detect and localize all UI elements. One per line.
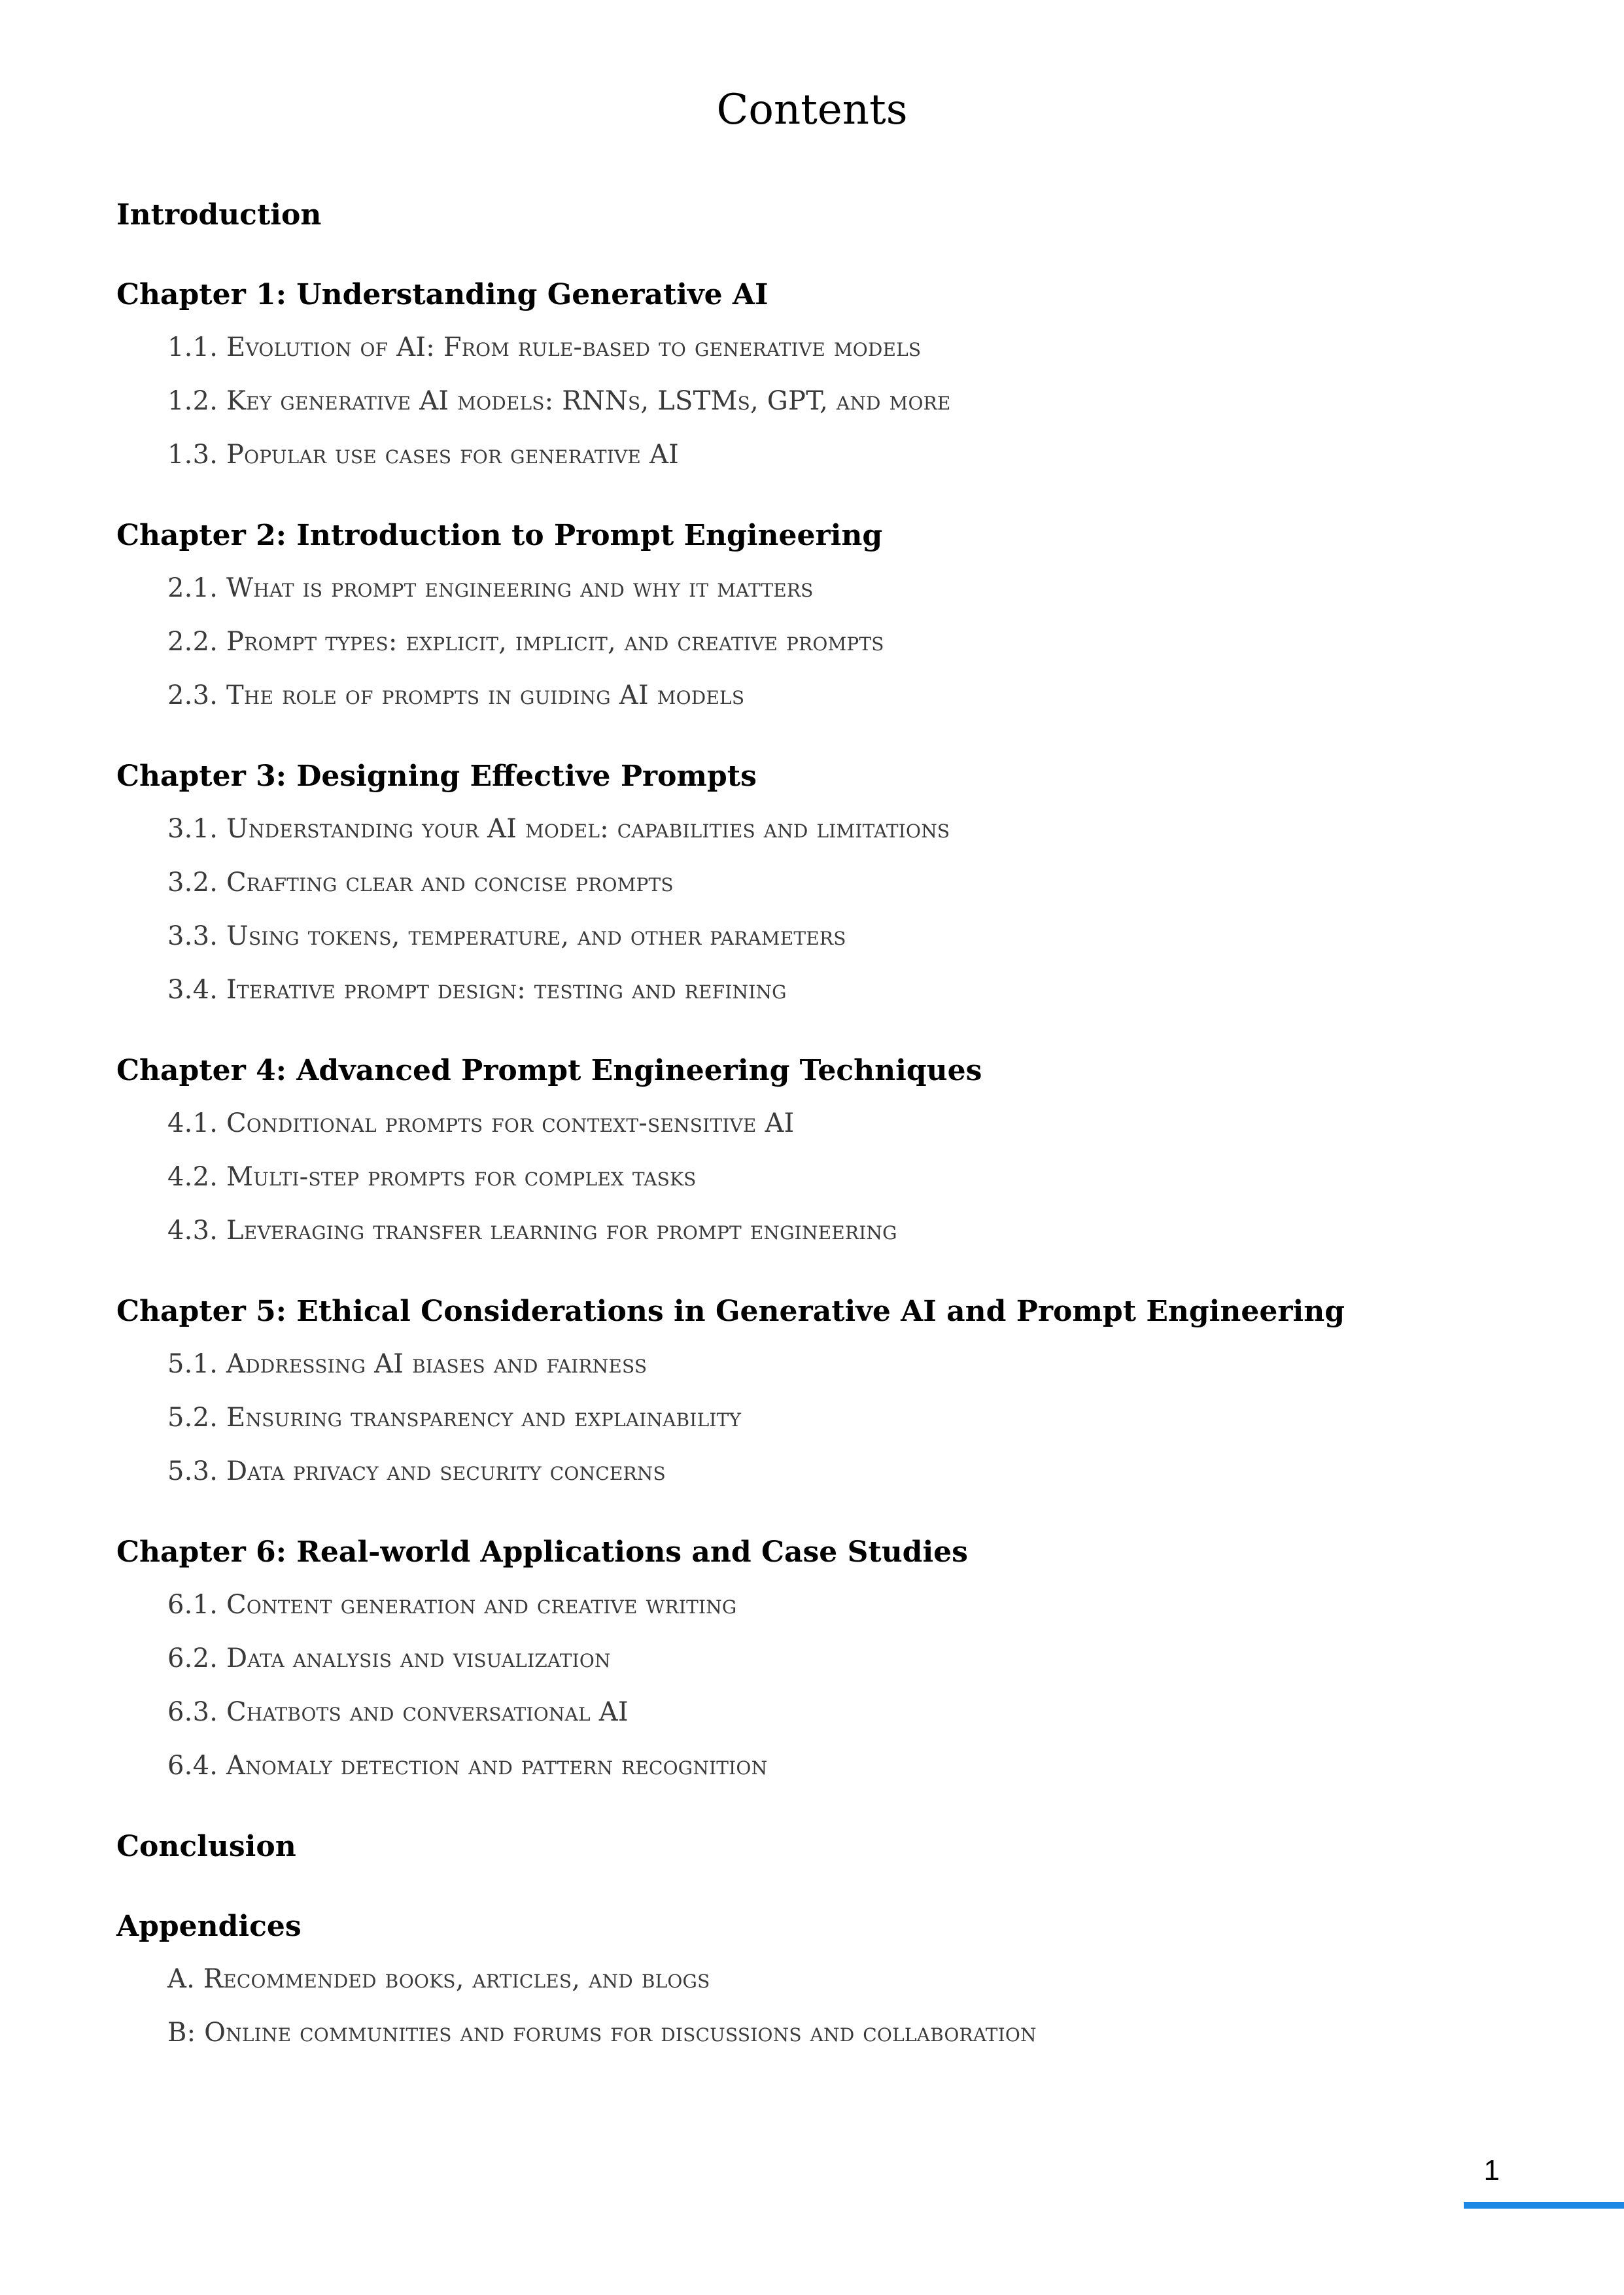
toc-entry-4-2[interactable]: 4.2. Multi-step prompts for complex tasks (167, 1162, 697, 1192)
toc-entry-1-3[interactable]: 1.3. Popular use cases for generative AI (167, 440, 680, 470)
toc-entry-6-2[interactable]: 6.2. Data analysis and visualization (167, 1643, 611, 1673)
toc-entry-1-1[interactable]: 1.1. Evolution of AI: From rule-based to generative models (167, 332, 922, 362)
toc-heading-introduction[interactable]: Introduction (116, 198, 322, 232)
toc-chapter-3 (116, 751, 1523, 1017)
toc-entry-6-1[interactable]: 6.1. Content generation and creative writing (167, 1590, 737, 1620)
toc-chapter-6 (116, 1527, 1523, 1793)
toc-chapter-4 (116, 1045, 1523, 1257)
toc-entry-4-1[interactable]: 4.1. Conditional prompts for context-sensitive AI (167, 1108, 795, 1138)
toc-chapter-5 (116, 1286, 1523, 1498)
toc-entry-6-4[interactable]: 6.4. Anomaly detection and pattern recognition (167, 1751, 768, 1781)
toc-entry-4-3[interactable]: 4.3. Leveraging transfer learning for prompt engineering (167, 1216, 897, 1246)
toc-entry-3-2[interactable]: 3.2. Crafting clear and concise prompts (167, 867, 674, 898)
table-of-contents (116, 190, 1523, 2088)
toc-heading-chapter-4[interactable]: Chapter 4: Advanced Prompt Engineering Techniques (116, 1054, 982, 1087)
page-title: Contents (716, 86, 908, 134)
toc-entry-3-1[interactable]: 3.1. Understanding your AI model: capabilities and limitations (167, 814, 950, 844)
toc-entry-appendix-a[interactable]: A. Recommended books, articles, and blogs (167, 1964, 710, 1994)
toc-chapter-1 (116, 270, 1523, 482)
toc-conclusion (116, 1821, 1523, 1872)
toc-entry-2-3[interactable]: 2.3. The role of prompts in guiding AI models (167, 680, 745, 710)
page-accent-bar (1464, 2202, 1624, 2209)
toc-heading-conclusion[interactable]: Conclusion (116, 1830, 296, 1863)
toc-entry-5-1[interactable]: 5.1. Addressing AI biases and fairness (167, 1349, 648, 1379)
toc-entry-5-2[interactable]: 5.2. Ensuring transparency and explainability (167, 1403, 742, 1433)
toc-entry-2-2[interactable]: 2.2. Prompt types: explicit, implicit, and creative prompts (167, 627, 884, 657)
toc-entry-3-3[interactable]: 3.3. Using tokens, temperature, and other parameters (167, 921, 846, 951)
toc-heading-chapter-2[interactable]: Chapter 2: Introduction to Prompt Engineering (116, 519, 883, 552)
toc-appendices (116, 1901, 1523, 2059)
toc-introduction (116, 190, 1523, 241)
toc-entry-appendix-b[interactable]: B: Online communities and forums for discussions and collaboration (167, 2018, 1037, 2048)
toc-entry-5-3[interactable]: 5.3. Data privacy and security concerns (167, 1456, 666, 1486)
page-number: 1 (1483, 2154, 1500, 2186)
toc-heading-chapter-3[interactable]: Chapter 3: Designing Effective Prompts (116, 760, 757, 793)
toc-entry-6-3[interactable]: 6.3. Chatbots and conversational AI (167, 1697, 629, 1727)
toc-entry-3-4[interactable]: 3.4. Iterative prompt design: testing and refining (167, 975, 787, 1005)
toc-heading-chapter-5[interactable]: Chapter 5: Ethical Considerations in Generative AI and Prompt Engineering (116, 1295, 1345, 1328)
toc-entry-2-1[interactable]: 2.1. What is prompt engineering and why it matters (167, 573, 814, 603)
toc-heading-chapter-6[interactable]: Chapter 6: Real-world Applications and Case Studies (116, 1535, 968, 1569)
toc-entry-1-2[interactable]: 1.2. Key generative AI models: RNNs, LSTMs, GPT, and more (167, 386, 951, 416)
toc-heading-appendices[interactable]: Appendices (116, 1910, 302, 1943)
toc-chapter-2 (116, 510, 1523, 722)
toc-heading-chapter-1[interactable]: Chapter 1: Understanding Generative AI (116, 278, 769, 311)
